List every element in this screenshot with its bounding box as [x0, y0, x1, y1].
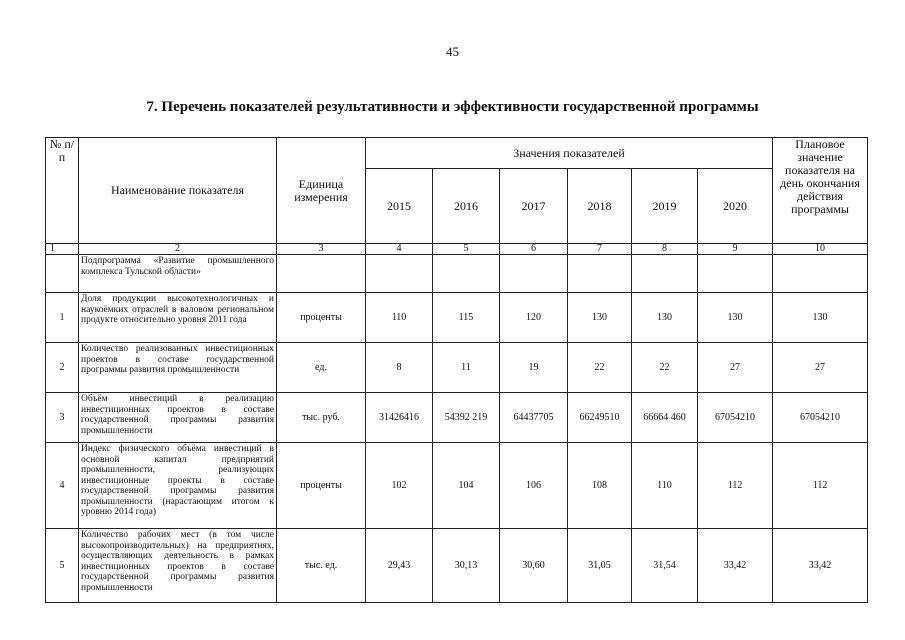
header-planned: Плановое значение показателя на день окончания действия программы [773, 138, 868, 244]
table-row [46, 393, 868, 443]
row-value: 11 [433, 343, 500, 393]
row-value: 31426416 [366, 393, 433, 443]
row-value: 22 [632, 343, 698, 393]
row-value: 130 [698, 293, 773, 343]
row-value: 54392 219 [433, 393, 500, 443]
row-name: Количество реализованных инвестиционных проектов в составе государственной программы развития промышленности [79, 343, 277, 393]
row-value: 19 [500, 343, 568, 393]
row-num: 2 [46, 343, 79, 393]
column-number: 10 [773, 244, 868, 255]
row-unit: ед. [277, 343, 366, 393]
header-year: 2020 [698, 169, 773, 244]
column-number: 1 [46, 244, 79, 255]
row-num: 3 [46, 393, 79, 443]
row-value: 110 [366, 293, 433, 343]
row-planned: 130 [773, 293, 868, 343]
row-unit: проценты [277, 293, 366, 343]
column-number-row [46, 244, 868, 255]
column-number: 9 [698, 244, 773, 255]
row-value: 66249510 [568, 393, 632, 443]
column-number: 2 [79, 244, 277, 255]
column-number: 5 [433, 244, 500, 255]
row-num: 1 [46, 293, 79, 343]
subprogram-title: Подпрограмма «Развитие промышленного комплекса Тульской области» [79, 255, 277, 293]
row-value: 31,05 [568, 529, 632, 603]
row-value: 104 [433, 443, 500, 529]
table-row [46, 529, 868, 603]
row-unit: проценты [277, 443, 366, 529]
row-planned: 33,42 [773, 529, 868, 603]
column-number: 6 [500, 244, 568, 255]
row-value: 33,42 [698, 529, 773, 603]
table-row [46, 443, 868, 529]
row-value: 115 [433, 293, 500, 343]
column-number: 4 [366, 244, 433, 255]
header-year: 2016 [433, 169, 500, 244]
row-name: Объём инвестиций в реализацию инвестиционных проектов в составе государственной программы развития промышленности [79, 393, 277, 443]
indicators-table [45, 137, 868, 603]
row-unit: тыс. руб. [277, 393, 366, 443]
row-name: Индекс физического объёма инвестиций в основной капитал предприятий промышленности, реализующих инвестиционные проекты в составе государственной программы развития промышленности (нарастающим итогом к уровню 2014 года) [79, 443, 277, 529]
row-planned: 112 [773, 443, 868, 529]
row-num: 5 [46, 529, 79, 603]
row-name: Доля продукции высокотехнологичных и наукоёмких отраслей в валовом региональном продукте относительно уровня 2011 года [79, 293, 277, 343]
row-num: 4 [46, 443, 79, 529]
row-value: 8 [366, 343, 433, 393]
row-value: 66664 460 [632, 393, 698, 443]
header-values-group: Значения показателей [366, 138, 773, 169]
row-value: 120 [500, 293, 568, 343]
row-value: 30,13 [433, 529, 500, 603]
table-row [46, 293, 868, 343]
row-value: 108 [568, 443, 632, 529]
row-value: 130 [568, 293, 632, 343]
header-year: 2019 [632, 169, 698, 244]
header-year: 2017 [500, 169, 568, 244]
row-value: 110 [632, 443, 698, 529]
column-number: 8 [632, 244, 698, 255]
row-value: 27 [698, 343, 773, 393]
row-value: 22 [568, 343, 632, 393]
column-number: 7 [568, 244, 632, 255]
header-year: 2018 [568, 169, 632, 244]
row-value: 30,60 [500, 529, 568, 603]
header-num: № п/п [46, 138, 79, 244]
row-name: Количество рабочих мест (в том числе высокопроизводительных) на предприятиях, осуществляющих деятельность в рамках инвестиционных проектов в составе государственной программы развития промышленности [79, 529, 277, 603]
table-row [46, 343, 868, 393]
row-value: 106 [500, 443, 568, 529]
row-value: 31,54 [632, 529, 698, 603]
row-planned: 27 [773, 343, 868, 393]
page-number: 45 [446, 44, 459, 59]
column-number: 3 [277, 244, 366, 255]
row-value: 112 [698, 443, 773, 529]
header-name: Наименование показателя [79, 138, 277, 244]
subprogram-row [46, 255, 868, 293]
header-unit: Единица измерения [277, 138, 366, 244]
row-value: 29,43 [366, 529, 433, 603]
row-value: 130 [632, 293, 698, 343]
row-value: 102 [366, 443, 433, 529]
row-value: 67054210 [698, 393, 773, 443]
row-value: 64437705 [500, 393, 568, 443]
page-title: 7. Перечень показателей результативности и эффективности государственной программы [146, 99, 759, 115]
row-unit: тыс. ед. [277, 529, 366, 603]
header-year: 2015 [366, 169, 433, 244]
row-planned: 67054210 [773, 393, 868, 443]
